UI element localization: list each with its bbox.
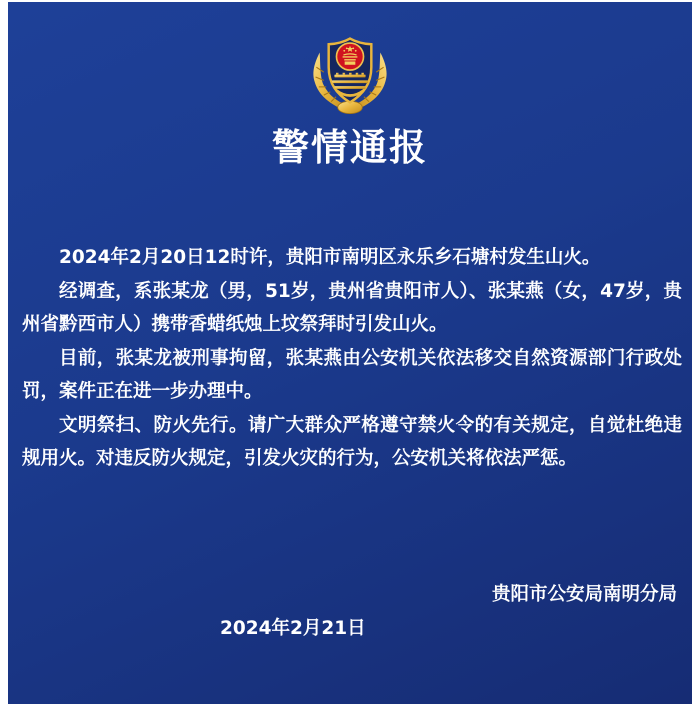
notice-title: 警情通报 [272, 126, 428, 169]
police-emblem-icon [309, 36, 391, 114]
notice-panel [8, 2, 692, 704]
paragraph-measures: 目前，张某龙被刑事拘留，张某燕由公安机关依法移交自然资源部门行政处罚，案件正在进一步办理中。 [22, 347, 682, 402]
issuer-signature: 贵阳市公安局南明分局 [491, 583, 677, 605]
paragraph-investigation: 经调查，系张某龙（男，51岁，贵州省贵阳市人）、张某燕（女，47岁，贵州省黔西市人）携带香蜡纸烛上坟祭拜时引发山火。 [22, 280, 682, 335]
notice-body [8, 241, 692, 476]
police-badge [8, 36, 692, 114]
paragraph-incident: 2024年2月20日12时许，贵阳市南明区永乐乡石塘村发生山火。 [59, 247, 601, 268]
paragraph-warning: 文明祭扫、防火先行。请广大群众严格遵守禁火令的有关规定，自觉杜绝违规用火。对违反防火规定，引发火灾的行为，公安机关将依法严惩。 [22, 414, 682, 469]
notice-date: 2024年2月21日 [220, 617, 366, 639]
